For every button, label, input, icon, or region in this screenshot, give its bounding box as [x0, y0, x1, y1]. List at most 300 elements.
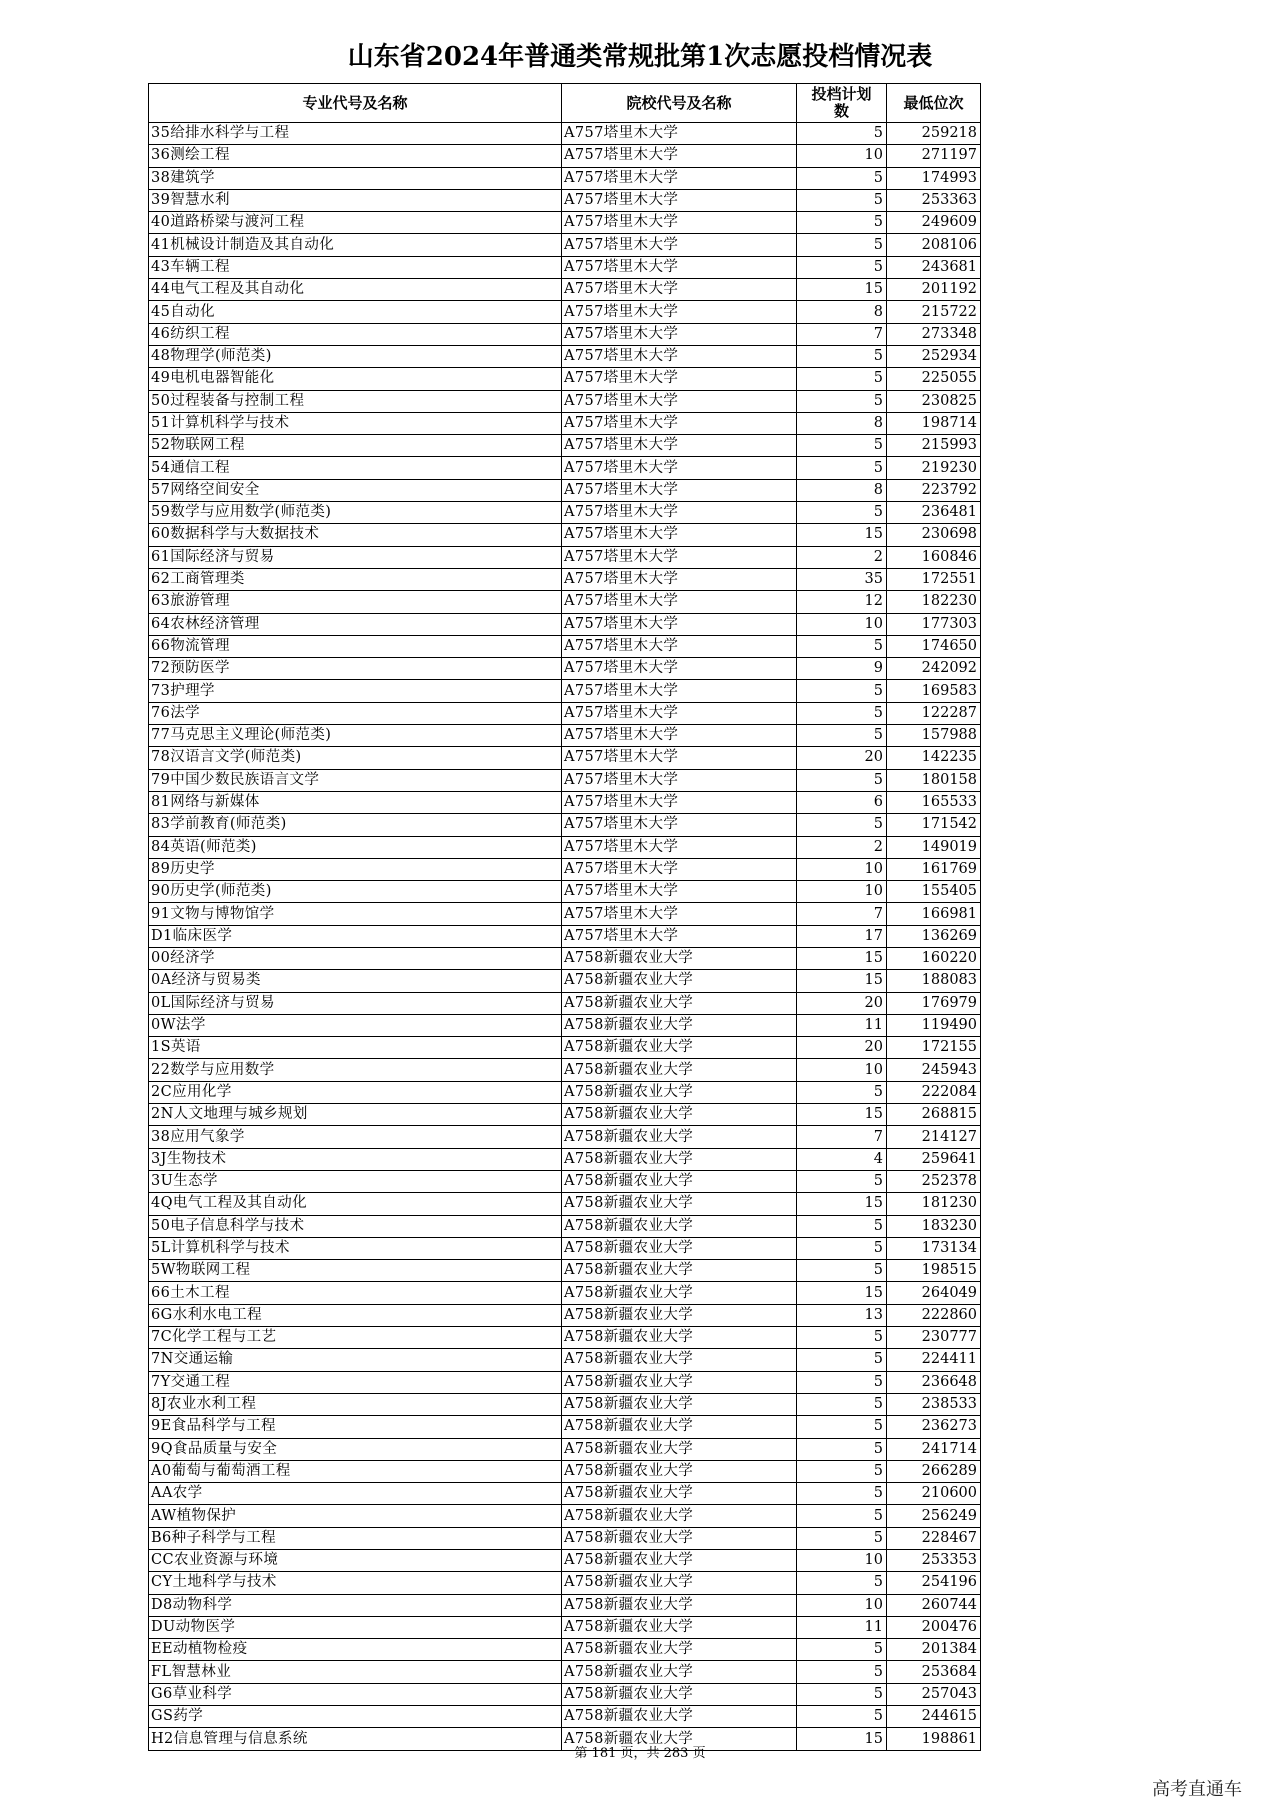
plan-count-cell: 5: [797, 702, 887, 724]
table-row: [149, 1639, 981, 1661]
plan-count-cell: 5: [797, 1081, 887, 1103]
major-cell: 73护理学: [149, 680, 562, 702]
major-cell: CY土地科学与技术: [149, 1572, 562, 1594]
plan-count-cell: 20: [797, 1037, 887, 1059]
school-cell: A757塔里木大学: [562, 591, 797, 613]
min-rank-cell: 243681: [887, 256, 981, 278]
table-row: [149, 1371, 981, 1393]
plan-count-cell: 5: [797, 345, 887, 367]
plan-count-cell: 5: [797, 1505, 887, 1527]
min-rank-cell: 172551: [887, 568, 981, 590]
major-cell: 72预防医学: [149, 658, 562, 680]
major-cell: 76法学: [149, 702, 562, 724]
min-rank-cell: 142235: [887, 747, 981, 769]
table-row: [149, 992, 981, 1014]
table-row: [149, 1304, 981, 1326]
school-cell: A757塔里木大学: [562, 412, 797, 434]
major-cell: 7Y交通工程: [149, 1371, 562, 1393]
major-cell: 57网络空间安全: [149, 479, 562, 501]
min-rank-cell: 223792: [887, 479, 981, 501]
table-row: [149, 1505, 981, 1527]
plan-count-cell: 5: [797, 167, 887, 189]
major-cell: D1临床医学: [149, 925, 562, 947]
plan-count-cell: 20: [797, 747, 887, 769]
plan-count-cell: 17: [797, 925, 887, 947]
table-row: [149, 323, 981, 345]
table-row: [149, 1282, 981, 1304]
school-cell: A758新疆农业大学: [562, 992, 797, 1014]
plan-count-cell: 5: [797, 1260, 887, 1282]
major-cell: AW植物保护: [149, 1505, 562, 1527]
min-rank-cell: 256249: [887, 1505, 981, 1527]
min-rank-cell: 166981: [887, 903, 981, 925]
major-cell: 00经济学: [149, 947, 562, 969]
school-cell: A758新疆农业大学: [562, 1505, 797, 1527]
plan-count-cell: 5: [797, 1327, 887, 1349]
school-cell: A757塔里木大学: [562, 279, 797, 301]
school-cell: A758新疆农业大学: [562, 1148, 797, 1170]
school-cell: A757塔里木大学: [562, 836, 797, 858]
school-cell: A758新疆农业大学: [562, 1059, 797, 1081]
plan-count-cell: 8: [797, 479, 887, 501]
table-row: [149, 502, 981, 524]
table-row: [149, 1193, 981, 1215]
major-cell: A0葡萄与葡萄酒工程: [149, 1460, 562, 1482]
table-row: [149, 1260, 981, 1282]
table-row: [149, 1014, 981, 1036]
major-cell: 50电子信息科学与技术: [149, 1215, 562, 1237]
table-row: [149, 1594, 981, 1616]
min-rank-cell: 182230: [887, 591, 981, 613]
major-cell: 8J农业水利工程: [149, 1393, 562, 1415]
min-rank-cell: 252378: [887, 1170, 981, 1192]
min-rank-cell: 174993: [887, 167, 981, 189]
min-rank-cell: 215993: [887, 435, 981, 457]
major-cell: 49电机电器智能化: [149, 368, 562, 390]
school-cell: A757塔里木大学: [562, 613, 797, 635]
plan-count-cell: 8: [797, 412, 887, 434]
school-cell: A758新疆农业大学: [562, 1349, 797, 1371]
school-cell: A757塔里木大学: [562, 323, 797, 345]
plan-count-cell: 9: [797, 658, 887, 680]
major-cell: 78汉语言文学(师范类): [149, 747, 562, 769]
table-row: [149, 1059, 981, 1081]
plan-count-cell: 5: [797, 1527, 887, 1549]
table-row: [149, 814, 981, 836]
plan-count-cell: 10: [797, 145, 887, 167]
plan-count-cell: 12: [797, 591, 887, 613]
table-row: [149, 1661, 981, 1683]
min-rank-cell: 210600: [887, 1483, 981, 1505]
table-row: [149, 947, 981, 969]
plan-count-cell: 15: [797, 947, 887, 969]
table-row: [149, 1416, 981, 1438]
plan-count-cell: 5: [797, 1349, 887, 1371]
table-row: [149, 167, 981, 189]
major-cell: 3J生物技术: [149, 1148, 562, 1170]
table-row: [149, 435, 981, 457]
major-cell: 2C应用化学: [149, 1081, 562, 1103]
major-cell: 36测绘工程: [149, 145, 562, 167]
min-rank-cell: 259641: [887, 1148, 981, 1170]
table-row: [149, 1148, 981, 1170]
min-rank-cell: 200476: [887, 1616, 981, 1638]
plan-count-cell: 2: [797, 546, 887, 568]
major-cell: 41机械设计制造及其自动化: [149, 234, 562, 256]
major-cell: 48物理学(师范类): [149, 345, 562, 367]
major-cell: 0W法学: [149, 1014, 562, 1036]
major-cell: AA农学: [149, 1483, 562, 1505]
plan-count-cell: 7: [797, 1126, 887, 1148]
school-cell: A758新疆农业大学: [562, 1550, 797, 1572]
major-cell: 90历史学(师范类): [149, 881, 562, 903]
min-rank-cell: 238533: [887, 1393, 981, 1415]
table-row: [149, 725, 981, 747]
school-cell: A758新疆农业大学: [562, 1706, 797, 1728]
header-school: 院校代号及名称: [562, 84, 797, 123]
table-row: [149, 1550, 981, 1572]
min-rank-cell: 242092: [887, 658, 981, 680]
plan-count-cell: 5: [797, 635, 887, 657]
major-cell: 81网络与新媒体: [149, 791, 562, 813]
school-cell: A757塔里木大学: [562, 123, 797, 145]
min-rank-cell: 230698: [887, 524, 981, 546]
min-rank-cell: 171542: [887, 814, 981, 836]
major-cell: 43车辆工程: [149, 256, 562, 278]
table-row: [149, 1616, 981, 1638]
major-cell: 7C化学工程与工艺: [149, 1327, 562, 1349]
table-row: [149, 256, 981, 278]
min-rank-cell: 260744: [887, 1594, 981, 1616]
min-rank-cell: 222084: [887, 1081, 981, 1103]
watermark: 高考直通车: [1152, 1779, 1242, 1800]
school-cell: A758新疆农业大学: [562, 1304, 797, 1326]
school-cell: A758新疆农业大学: [562, 1572, 797, 1594]
plan-count-cell: 5: [797, 1639, 887, 1661]
major-cell: 44电气工程及其自动化: [149, 279, 562, 301]
admission-table: [148, 83, 981, 1751]
school-cell: A757塔里木大学: [562, 167, 797, 189]
table-row: [149, 791, 981, 813]
plan-count-cell: 7: [797, 323, 887, 345]
min-rank-cell: 201384: [887, 1639, 981, 1661]
school-cell: A757塔里木大学: [562, 524, 797, 546]
major-cell: 54通信工程: [149, 457, 562, 479]
plan-count-cell: 15: [797, 1104, 887, 1126]
min-rank-cell: 169583: [887, 680, 981, 702]
school-cell: A758新疆农业大学: [562, 1438, 797, 1460]
plan-count-cell: 5: [797, 769, 887, 791]
min-rank-cell: 254196: [887, 1572, 981, 1594]
table-row: [149, 970, 981, 992]
plan-count-cell: 4: [797, 1148, 887, 1170]
table-row: [149, 1460, 981, 1482]
school-cell: A758新疆农业大学: [562, 1014, 797, 1036]
school-cell: A757塔里木大学: [562, 479, 797, 501]
school-cell: A758新疆农业大学: [562, 1237, 797, 1259]
major-cell: 46纺织工程: [149, 323, 562, 345]
school-cell: A758新疆农业大学: [562, 1728, 797, 1750]
table-row: [149, 279, 981, 301]
school-cell: A757塔里木大学: [562, 502, 797, 524]
table-row: [149, 881, 981, 903]
min-rank-cell: 273348: [887, 323, 981, 345]
table-row: [149, 747, 981, 769]
major-cell: 89历史学: [149, 858, 562, 880]
major-cell: G6草业科学: [149, 1683, 562, 1705]
plan-count-cell: 5: [797, 725, 887, 747]
school-cell: A757塔里木大学: [562, 568, 797, 590]
min-rank-cell: 198714: [887, 412, 981, 434]
table-row: [149, 212, 981, 234]
table-row: [149, 1126, 981, 1148]
table-row: [149, 1327, 981, 1349]
school-cell: A757塔里木大学: [562, 925, 797, 947]
school-cell: A758新疆农业大学: [562, 1081, 797, 1103]
school-cell: A757塔里木大学: [562, 457, 797, 479]
major-cell: FL智慧林业: [149, 1661, 562, 1683]
school-cell: A758新疆农业大学: [562, 1260, 797, 1282]
plan-count-cell: 5: [797, 1460, 887, 1482]
major-cell: 52物联网工程: [149, 435, 562, 457]
min-rank-cell: 236273: [887, 1416, 981, 1438]
school-cell: A757塔里木大学: [562, 769, 797, 791]
major-cell: 2N人文地理与城乡规划: [149, 1104, 562, 1126]
major-cell: 84英语(师范类): [149, 836, 562, 858]
plan-count-cell: 5: [797, 1416, 887, 1438]
page-footer: 第 181 页，共 283 页: [574, 1746, 706, 1761]
school-cell: A757塔里木大学: [562, 791, 797, 813]
min-rank-cell: 271197: [887, 145, 981, 167]
min-rank-cell: 172155: [887, 1037, 981, 1059]
plan-count-cell: 5: [797, 368, 887, 390]
plan-count-cell: 15: [797, 1282, 887, 1304]
school-cell: A757塔里木大学: [562, 658, 797, 680]
plan-count-cell: 5: [797, 814, 887, 836]
plan-count-cell: 6: [797, 791, 887, 813]
plan-count-cell: 15: [797, 524, 887, 546]
table-row: [149, 145, 981, 167]
table-row: [149, 524, 981, 546]
school-cell: A758新疆农业大学: [562, 970, 797, 992]
table-row: [149, 1037, 981, 1059]
table-row: [149, 457, 981, 479]
plan-count-cell: 5: [797, 189, 887, 211]
school-cell: A758新疆农业大学: [562, 1170, 797, 1192]
min-rank-cell: 136269: [887, 925, 981, 947]
min-rank-cell: 198515: [887, 1260, 981, 1282]
plan-count-cell: 15: [797, 1193, 887, 1215]
min-rank-cell: 208106: [887, 234, 981, 256]
min-rank-cell: 214127: [887, 1126, 981, 1148]
min-rank-cell: 180158: [887, 769, 981, 791]
major-cell: 64农林经济管理: [149, 613, 562, 635]
major-cell: 7N交通运输: [149, 1349, 562, 1371]
table-row: [149, 1393, 981, 1415]
table-row: [149, 680, 981, 702]
header-plan-label: 投档计划数: [811, 85, 872, 120]
table-row: [149, 613, 981, 635]
plan-count-cell: 20: [797, 992, 887, 1014]
school-cell: A758新疆农业大学: [562, 1393, 797, 1415]
plan-count-cell: 5: [797, 1706, 887, 1728]
min-rank-cell: 219230: [887, 457, 981, 479]
major-cell: 0L国际经济与贸易: [149, 992, 562, 1014]
min-rank-cell: 177303: [887, 613, 981, 635]
major-cell: D8动物科学: [149, 1594, 562, 1616]
plan-count-cell: 10: [797, 858, 887, 880]
school-cell: A758新疆农业大学: [562, 1282, 797, 1304]
min-rank-cell: 253363: [887, 189, 981, 211]
table-row: [149, 1706, 981, 1728]
plan-count-cell: 11: [797, 1014, 887, 1036]
table-row: [149, 189, 981, 211]
major-cell: 62工商管理类: [149, 568, 562, 590]
min-rank-cell: 236481: [887, 502, 981, 524]
min-rank-cell: 174650: [887, 635, 981, 657]
school-cell: A757塔里木大学: [562, 680, 797, 702]
plan-count-cell: 5: [797, 256, 887, 278]
major-cell: 63旅游管理: [149, 591, 562, 613]
major-cell: DU动物医学: [149, 1616, 562, 1638]
school-cell: A758新疆农业大学: [562, 1193, 797, 1215]
header-major: 专业代号及名称: [149, 84, 562, 123]
min-rank-cell: 165533: [887, 791, 981, 813]
min-rank-cell: 257043: [887, 1683, 981, 1705]
min-rank-cell: 224411: [887, 1349, 981, 1371]
table-row: [149, 1237, 981, 1259]
plan-count-cell: 10: [797, 1594, 887, 1616]
table-row: [149, 1572, 981, 1594]
table-row: [149, 858, 981, 880]
min-rank-cell: 225055: [887, 368, 981, 390]
school-cell: A758新疆农业大学: [562, 1037, 797, 1059]
min-rank-cell: 249609: [887, 212, 981, 234]
major-cell: 35给排水科学与工程: [149, 123, 562, 145]
table-row: [149, 1104, 981, 1126]
school-cell: A757塔里木大学: [562, 881, 797, 903]
table-row: [149, 591, 981, 613]
major-cell: 83学前教育(师范类): [149, 814, 562, 836]
min-rank-cell: 119490: [887, 1014, 981, 1036]
major-cell: 4Q电气工程及其自动化: [149, 1193, 562, 1215]
table-row: [149, 123, 981, 145]
min-rank-cell: 160220: [887, 947, 981, 969]
major-cell: H2信息管理与信息系统: [149, 1728, 562, 1750]
table-row: [149, 390, 981, 412]
school-cell: A758新疆农业大学: [562, 1104, 797, 1126]
min-rank-cell: 198861: [887, 1728, 981, 1750]
min-rank-cell: 228467: [887, 1527, 981, 1549]
table-body: [149, 123, 981, 1751]
plan-count-cell: 7: [797, 903, 887, 925]
major-cell: 9Q食品质量与安全: [149, 1438, 562, 1460]
plan-count-cell: 5: [797, 435, 887, 457]
min-rank-cell: 183230: [887, 1215, 981, 1237]
min-rank-cell: 230825: [887, 390, 981, 412]
major-cell: 61国际经济与贸易: [149, 546, 562, 568]
school-cell: A757塔里木大学: [562, 747, 797, 769]
min-rank-cell: 122287: [887, 702, 981, 724]
plan-count-cell: 10: [797, 881, 887, 903]
plan-count-cell: 5: [797, 123, 887, 145]
table-row: [149, 368, 981, 390]
school-cell: A758新疆农业大学: [562, 1215, 797, 1237]
min-rank-cell: 268815: [887, 1104, 981, 1126]
school-cell: A757塔里木大学: [562, 345, 797, 367]
table-row: [149, 345, 981, 367]
major-cell: 38应用气象学: [149, 1126, 562, 1148]
plan-count-cell: 5: [797, 1371, 887, 1393]
plan-count-cell: 5: [797, 234, 887, 256]
major-cell: 66土木工程: [149, 1282, 562, 1304]
min-rank-cell: 188083: [887, 970, 981, 992]
table-header-row: [149, 84, 981, 123]
plan-count-cell: 8: [797, 301, 887, 323]
table-row: [149, 1349, 981, 1371]
min-rank-cell: 241714: [887, 1438, 981, 1460]
table-row: [149, 635, 981, 657]
min-rank-cell: 264049: [887, 1282, 981, 1304]
plan-count-cell: 15: [797, 1728, 887, 1750]
min-rank-cell: 252934: [887, 345, 981, 367]
min-rank-cell: 176979: [887, 992, 981, 1014]
min-rank-cell: 222860: [887, 1304, 981, 1326]
min-rank-cell: 253684: [887, 1661, 981, 1683]
min-rank-cell: 201192: [887, 279, 981, 301]
table-row: [149, 234, 981, 256]
table-row: [149, 568, 981, 590]
major-cell: GS药学: [149, 1706, 562, 1728]
major-cell: 5L计算机科学与技术: [149, 1237, 562, 1259]
school-cell: A758新疆农业大学: [562, 1639, 797, 1661]
major-cell: 50过程装备与控制工程: [149, 390, 562, 412]
table-row: [149, 925, 981, 947]
school-cell: A758新疆农业大学: [562, 1327, 797, 1349]
school-cell: A757塔里木大学: [562, 702, 797, 724]
major-cell: EE动植物检疫: [149, 1639, 562, 1661]
plan-count-cell: 5: [797, 502, 887, 524]
school-cell: A757塔里木大学: [562, 390, 797, 412]
plan-count-cell: 5: [797, 1237, 887, 1259]
school-cell: A757塔里木大学: [562, 903, 797, 925]
school-cell: A757塔里木大学: [562, 212, 797, 234]
min-rank-cell: 244615: [887, 1706, 981, 1728]
table-row: [149, 1081, 981, 1103]
min-rank-cell: 157988: [887, 725, 981, 747]
major-cell: 77马克思主义理论(师范类): [149, 725, 562, 747]
min-rank-cell: 173134: [887, 1237, 981, 1259]
school-cell: A757塔里木大学: [562, 546, 797, 568]
school-cell: A758新疆农业大学: [562, 947, 797, 969]
table-row: [149, 412, 981, 434]
plan-count-cell: 5: [797, 457, 887, 479]
min-rank-cell: 155405: [887, 881, 981, 903]
school-cell: A757塔里木大学: [562, 301, 797, 323]
school-cell: A757塔里木大学: [562, 256, 797, 278]
min-rank-cell: 253353: [887, 1550, 981, 1572]
header-plan: [797, 84, 887, 123]
min-rank-cell: 181230: [887, 1193, 981, 1215]
major-cell: 22数学与应用数学: [149, 1059, 562, 1081]
plan-count-cell: 5: [797, 1572, 887, 1594]
plan-count-cell: 5: [797, 1215, 887, 1237]
plan-count-cell: 13: [797, 1304, 887, 1326]
school-cell: A758新疆农业大学: [562, 1416, 797, 1438]
school-cell: A758新疆农业大学: [562, 1527, 797, 1549]
plan-count-cell: 2: [797, 836, 887, 858]
table-row: [149, 1527, 981, 1549]
